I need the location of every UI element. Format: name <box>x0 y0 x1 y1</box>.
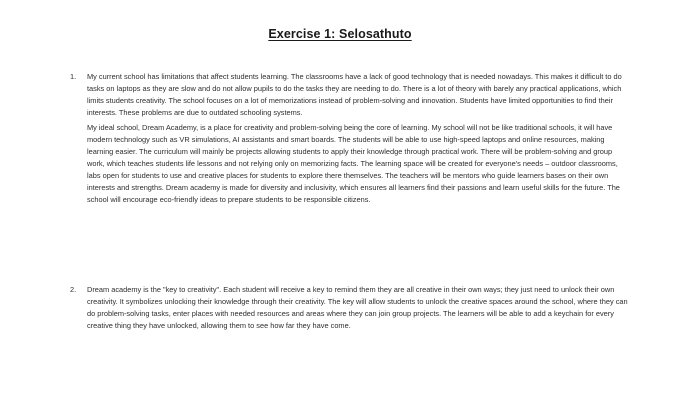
list-item-body <box>87 71 630 205</box>
list-item-number: 2. <box>70 285 77 294</box>
document-title: Exercise 1: Selosathuto <box>268 27 412 41</box>
paragraph-ideal-school: My ideal school, Dream Academy, is a place for creativity and problem-solving being the core of learning. My school will not be like traditional schools, it will have modern technology such as VR simulations, AI assistants and smart boards. The students will be able to use high-speed laptops and online resources, making learning easier. The curriculum will mainly be projects allowing students to apply their knowledge through practical work. There will be problem-solving and group work, which teaches students life lessons and not relying only on memorizing facts. The learning space will be created for everyone's needs – outdoor classrooms, labs open for students to use and creative places for students to explore there themselves. The teachers will be mentors who guide learners bases on their own interests and strengths. Dream academy is made for diversity and inclusivity, which ensures all learners find their passions and learn useful skills for the future. The school will encourage eco-friendly ideas to prepare students to be responsible citizens. <box>87 123 620 204</box>
paragraph-key-to-creativity: Dream academy is the "key to creativity". Each student will receive a key to remind them they are all creative in their own ways; they just need to unlock their own creativity. It symbolizes unlocking their knowledge through their creativity. The key will allow students to unlock the creative spaces around the school, where they can do problem-solving tasks, enter places with needed resources and areas where they can join group projects. The learners will be able to add a keychain for every creative thing they have unlocked, allowing them to see how far they have come. <box>87 285 628 330</box>
list-item-1 <box>70 71 630 209</box>
list-item-number: 1. <box>70 72 77 81</box>
list-item-2 <box>70 284 630 335</box>
list-item-body <box>87 284 630 332</box>
paragraph-current-school: My current school has limitations that affect students learning. The classrooms have a lack of good technology that is needed nowadays. This makes it difficult to do tasks on laptops as they are slow and do not allow pupils to do the tasks they are needing to do. There is a lot of theory with barely any practical applications, which limits students creativity. The school focuses on a lot of memorizations instead of problem-solving and innovation. Students have limited opportunities to find their interests. These problems are due to outdated schooling systems. <box>87 72 622 117</box>
